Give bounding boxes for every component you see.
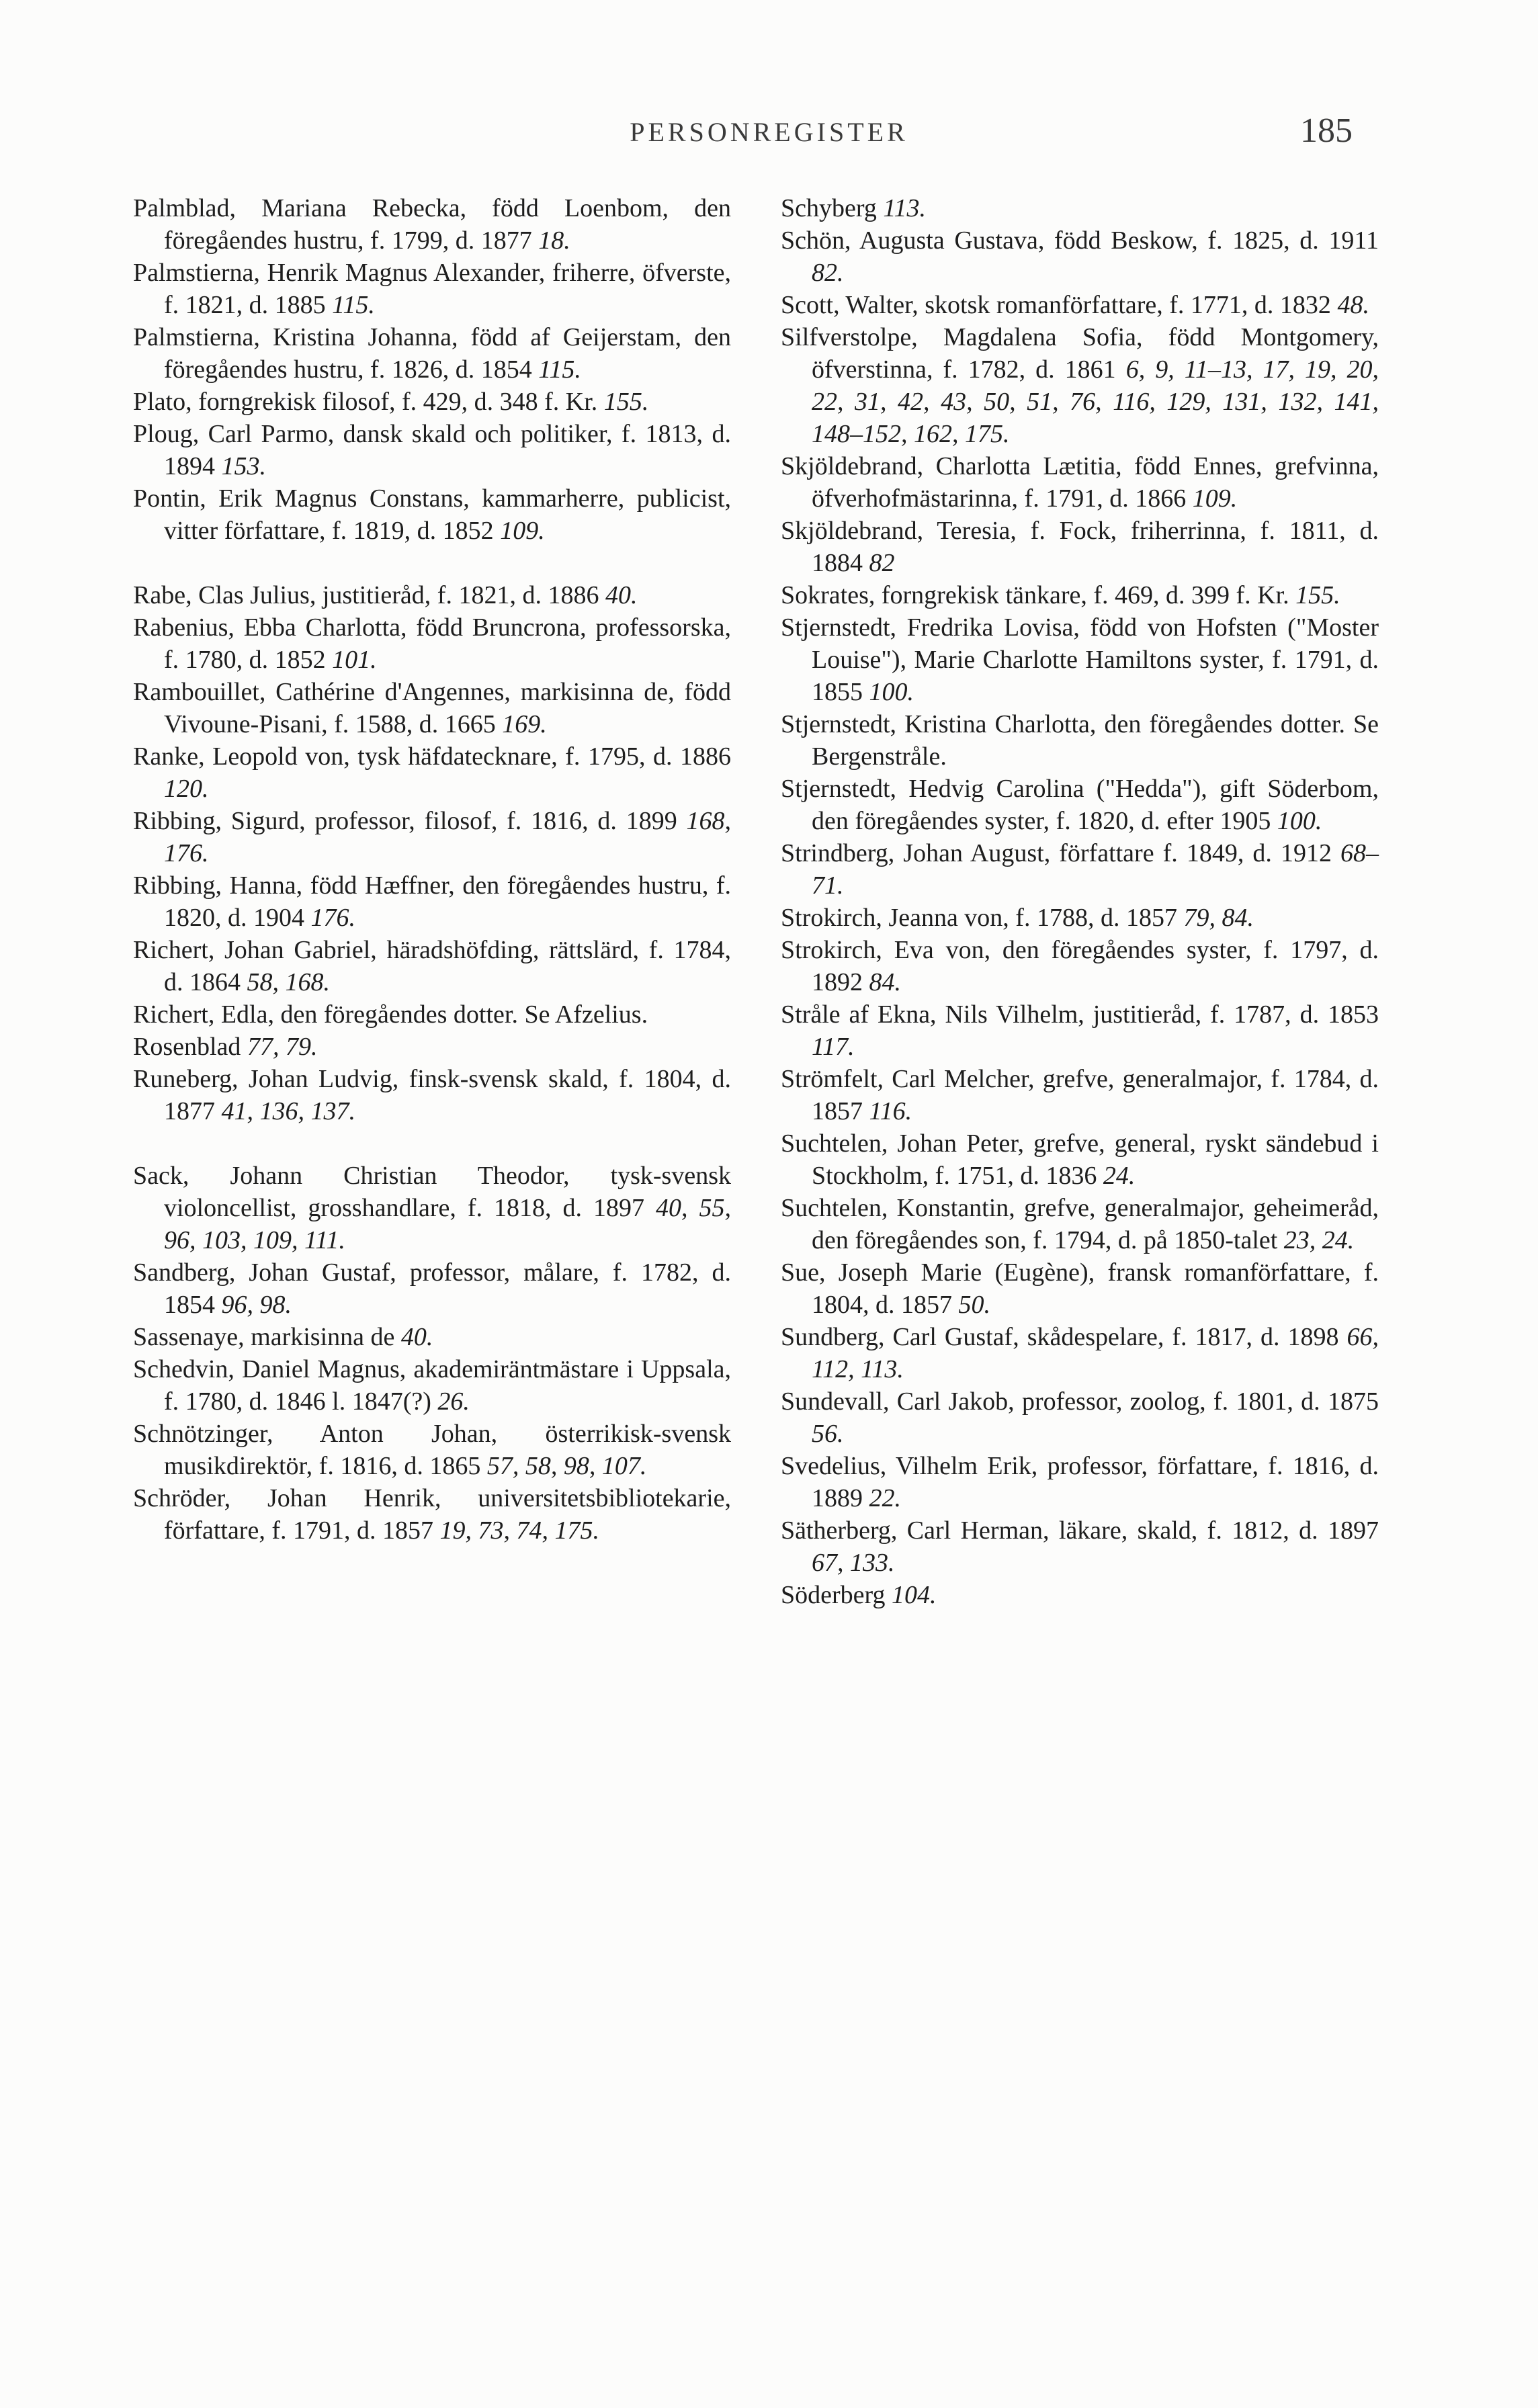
index-entry: Strokirch, Eva von, den föregåendes syster, f. 1797, d. 1892 84.	[781, 936, 1379, 996]
index-entry: Pontin, Erik Magnus Constans, kammarherre, publicist, vitter författare, f. 1819, d. 1852 109.	[133, 484, 731, 545]
index-entry: Stjernstedt, Kristina Charlotta, den föregåendes dotter. Se Bergenstråle.	[781, 710, 1379, 771]
index-entry: Sundberg, Carl Gustaf, skådespelare, f. 1817, d. 1898 66, 112, 113.	[781, 1323, 1379, 1383]
index-entry: Palmblad, Mariana Rebecka, född Loenbom, den föregåendes hustru, f. 1799, d. 1877 18.	[133, 194, 731, 255]
right-column	[781, 192, 1379, 1611]
letter-gap	[133, 1127, 731, 1160]
index-entry: Skjöldebrand, Teresia, f. Fock, friherrinna, f. 1811, d. 1884 82	[781, 517, 1379, 577]
index-entry: Stjernstedt, Fredrika Lovisa, född von Hofsten ("Moster Louise"), Marie Charlotte Hamiltons syster, f. 1791, d. 1855 100.	[781, 613, 1379, 706]
index-entry: Schedvin, Daniel Magnus, akademiräntmästare i Uppsala, f. 1780, d. 1846 l. 1847(?) 26.	[133, 1355, 731, 1416]
index-entry: Rambouillet, Cathérine d'Angennes, markisinna de, född Vivoune-Pisani, f. 1588, d. 1665 169.	[133, 678, 731, 738]
index-entry: Svedelius, Vilhelm Erik, professor, författare, f. 1816, d. 1889 22.	[781, 1452, 1379, 1512]
index-entry: Plato, forngrekisk filosof, f. 429, d. 348 f. Kr. 155.	[133, 388, 649, 416]
running-title: PERSONREGISTER	[630, 117, 908, 147]
index-entry: Runeberg, Johan Ludvig, finsk-svensk skald, f. 1804, d. 1877 41, 136, 137.	[133, 1065, 731, 1125]
index-entry: Sack, Johann Christian Theodor, tysk-svensk violoncellist, grosshandlare, f. 1818, d. 1897 40, 55, 96, 103, 109, 111.	[133, 1162, 732, 1254]
index-entry: Söderberg 104.	[781, 1581, 937, 1609]
index-entry: Ribbing, Sigurd, professor, filosof, f. 1816, d. 1899 168, 176.	[133, 807, 732, 867]
index-entry: Schröder, Johan Henrik, universitetsbibliotekarie, författare, f. 1791, d. 1857 19, 73, 74, 175.	[133, 1484, 731, 1545]
index-entry: Ribbing, Hanna, född Hæffner, den föregåendes hustru, f. 1820, d. 1904 176.	[133, 871, 731, 932]
letter-gap	[133, 547, 731, 579]
index-entry: Schön, Augusta Gustava, född Beskow, f. 1825, d. 1911 82.	[781, 226, 1379, 287]
index-entry: Strindberg, Johan August, författare f. 1849, d. 1912 68–71.	[781, 839, 1379, 900]
index-entry: Sundevall, Carl Jakob, professor, zoolog, f. 1801, d. 1875 56.	[781, 1387, 1379, 1448]
page-number: 185	[1300, 112, 1353, 150]
index-entry: Sandberg, Johan Gustaf, professor, målare, f. 1782, d. 1854 96, 98.	[133, 1258, 731, 1319]
index-entry: Schyberg 113.	[781, 194, 927, 222]
index-entry: Rabe, Clas Julius, justitieråd, f. 1821, d. 1886 40.	[133, 581, 638, 609]
index-entry: Stråle af Ekna, Nils Vilhelm, justitieråd, f. 1787, d. 1853 117.	[781, 1000, 1379, 1061]
index-entry: Sue, Joseph Marie (Eugène), fransk romanförfattare, f. 1804, d. 1857 50.	[781, 1258, 1379, 1319]
index-entry: Sokrates, forngrekisk tänkare, f. 469, d. 399 f. Kr. 155.	[781, 581, 1340, 609]
index-entry: Palmstierna, Kristina Johanna, född af Geijerstam, den föregåendes hustru, f. 1826, d. 1854 115.	[133, 323, 731, 384]
index-entry: Sätherberg, Carl Herman, läkare, skald, f. 1812, d. 1897 67, 133.	[781, 1516, 1379, 1577]
index-entry: Skjöldebrand, Charlotta Lætitia, född Ennes, grefvinna, öfverhofmästarinna, f. 1791, d. 1866 109.	[781, 452, 1379, 513]
index-entry: Suchtelen, Johan Peter, grefve, general, ryskt sändebud i Stockholm, f. 1751, d. 1836 24.	[781, 1129, 1379, 1190]
index-entry: Silfverstolpe, Magdalena Sofia, född Montgomery, öfverstinna, f. 1782, d. 1861 6, 9, 11–13, 17, 19, 20, 22, 31, 42, 43, 50, 51, 76, 116, 129, 131, 132, 141, 148–152, 162, 175.	[781, 323, 1379, 448]
index-entry: Ranke, Leopold von, tysk häfdatecknare, f. 1795, d. 1886 120.	[133, 742, 731, 803]
index-entry: Rabenius, Ebba Charlotta, född Bruncrona, professorska, f. 1780, d. 1852 101.	[133, 613, 731, 674]
index-entry: Stjernstedt, Hedvig Carolina ("Hedda"), gift Söderbom, den föregåendes syster, f. 1820, d. efter 1905 100.	[781, 775, 1379, 835]
index-entry: Scott, Walter, skotsk romanförfattare, f. 1771, d. 1832 48.	[781, 291, 1369, 319]
index-entry: Strömfelt, Carl Melcher, grefve, generalmajor, f. 1784, d. 1857 116.	[781, 1065, 1379, 1125]
index-entry: Schnötzinger, Anton Johan, österrikisk-svensk musikdirektör, f. 1816, d. 1865 57, 58, 98, 107.	[133, 1420, 731, 1480]
index-entry: Palmstierna, Henrik Magnus Alexander, friherre, öfverste, f. 1821, d. 1885 115.	[133, 259, 731, 319]
index-entry: Rosenblad 77, 79.	[133, 1033, 318, 1061]
left-column	[133, 192, 731, 1547]
index-entry: Ploug, Carl Parmo, dansk skald och politiker, f. 1813, d. 1894 153.	[133, 420, 731, 480]
index-entry: Suchtelen, Konstantin, grefve, generalmajor, geheimeråd, den föregåendes son, f. 1794, d. på 1850-talet 23, 24.	[781, 1194, 1379, 1254]
page-header	[0, 111, 1538, 158]
index-entry: Richert, Johan Gabriel, häradshöfding, rättslärd, f. 1784, d. 1864 58, 168.	[133, 936, 731, 996]
index-entry: Strokirch, Jeanna von, f. 1788, d. 1857 79, 84.	[781, 904, 1254, 932]
index-entry: Sassenaye, markisinna de 40.	[133, 1323, 433, 1351]
index-entry: Richert, Edla, den föregåendes dotter. Se Afzelius.	[133, 1000, 648, 1029]
